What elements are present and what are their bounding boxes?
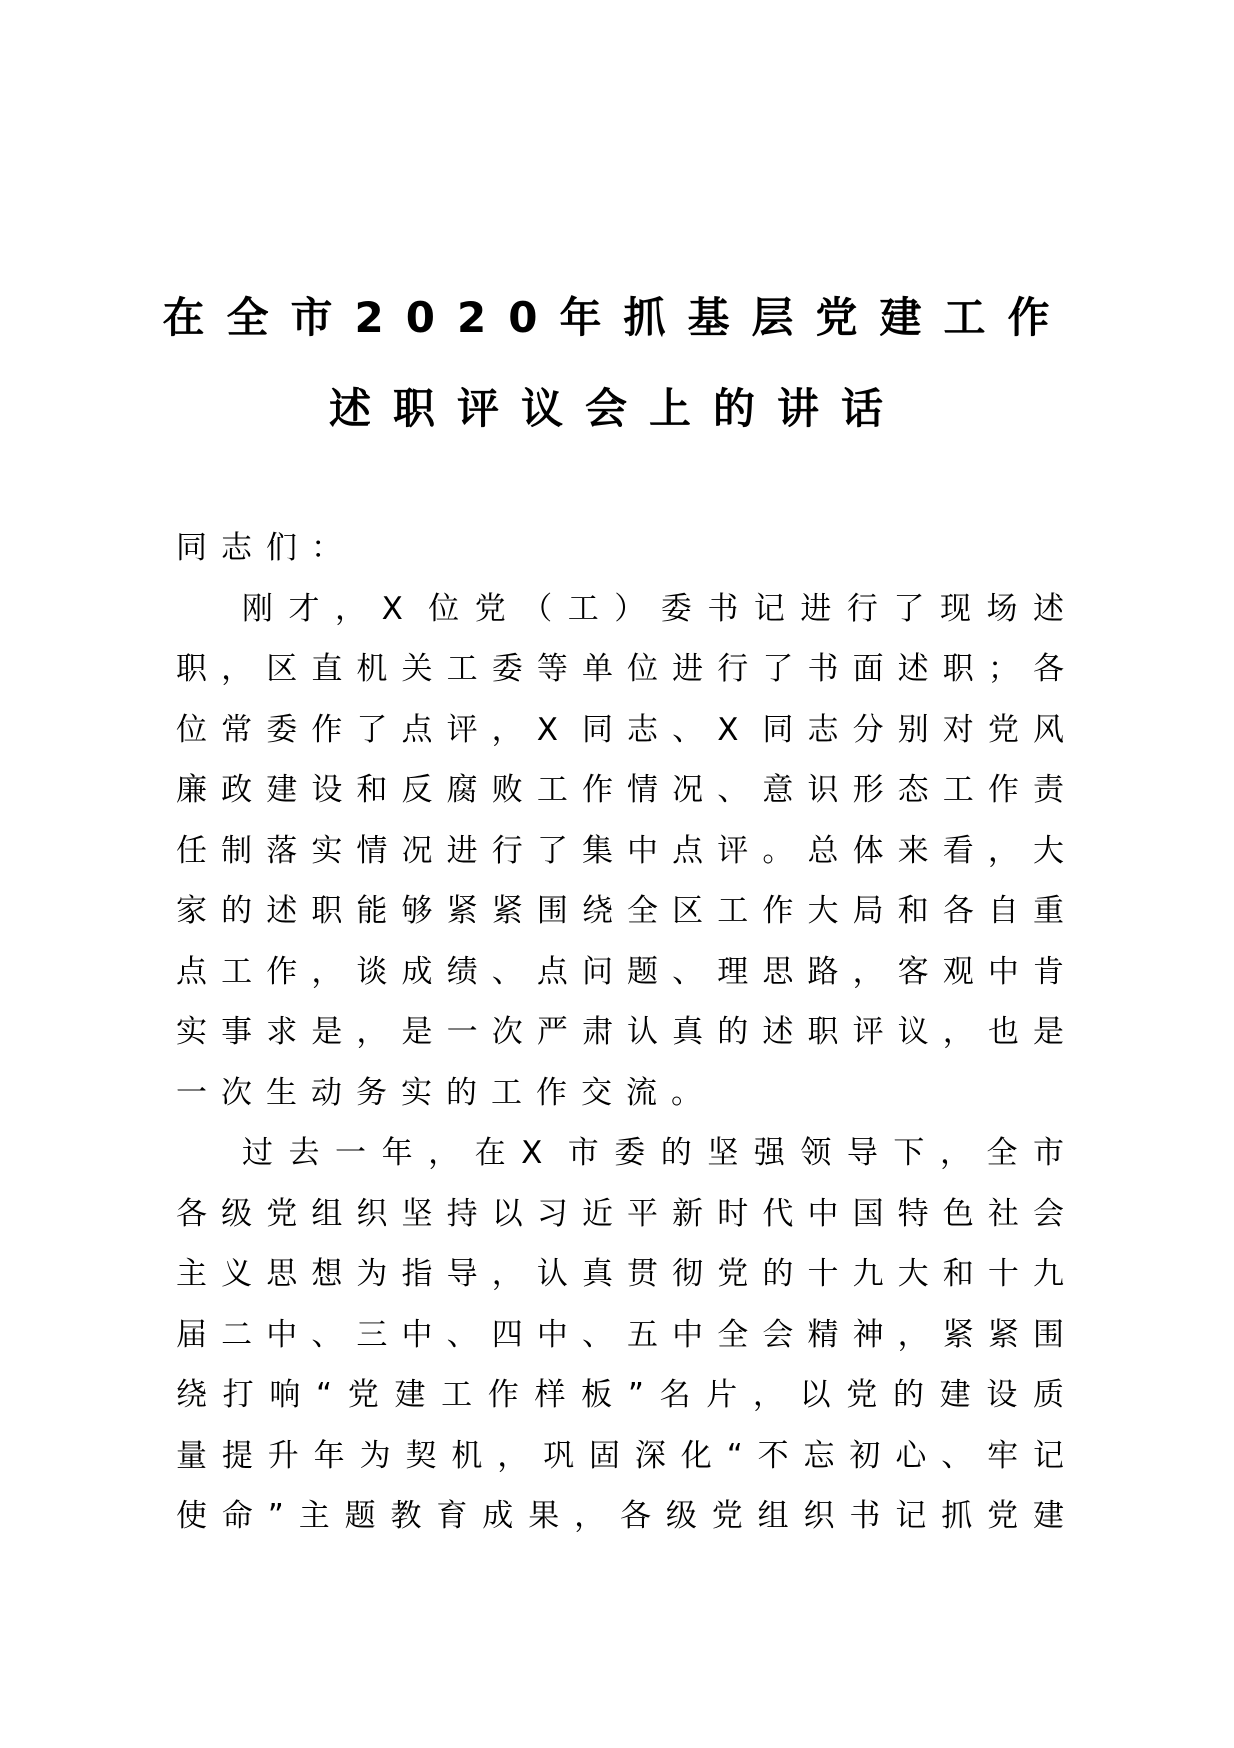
paragraph-1-line: 家的述职能够紧紧围绕全区工作大局和各自重 bbox=[176, 893, 1064, 929]
document-body bbox=[176, 518, 1064, 1547]
paragraph-2-line: 过去一年，在X 市委的坚强领导下，全市 bbox=[242, 1135, 1064, 1171]
paragraph-1-line: 职，区直机关工委等单位进行了书面述职；各 bbox=[176, 651, 1064, 687]
paragraph-2-line: 主义思想为指导，认真贯彻党的十九大和十九 bbox=[176, 1256, 1064, 1292]
paragraph-1-line: 位常委作了点评，X 同志、X 同志分别对党风 bbox=[176, 711, 1064, 748]
paragraph-1-line: 点工作，谈成绩、点问题、理思路，客观中肯 bbox=[176, 953, 1064, 990]
paragraph-1-line: 廉政建设和反腐败工作情况、意识形态工作责 bbox=[176, 772, 1064, 808]
document-title-line-1: 在全市2020年抓基层党建工作 bbox=[162, 293, 1072, 342]
paragraph-1-line: 一次生动务实的工作交流。 bbox=[176, 1074, 716, 1111]
salutation: 同志们： bbox=[176, 530, 356, 566]
paragraph-1-line: 实事求是，是一次严肃认真的述职评议，也是 bbox=[176, 1014, 1064, 1050]
paragraph-2-line: 使命”主题教育成果，各级党组织书记抓党建 bbox=[176, 1498, 1064, 1534]
document-title-line-2: 述职评议会上的讲话 bbox=[328, 384, 905, 433]
paragraph-2-line: 绕打响“党建工作样板”名片，以党的建设质 bbox=[176, 1377, 1064, 1413]
paragraph-2-line: 量提升年为契机，巩固深化“不忘初心、牢记 bbox=[176, 1437, 1064, 1474]
paragraph-2-line: 届二中、三中、四中、五中全会精神，紧紧围 bbox=[176, 1316, 1064, 1353]
paragraph-1-line: 任制落实情况进行了集中点评。总体来看，大 bbox=[176, 832, 1064, 869]
paragraph-2-line: 各级党组织坚持以习近平新时代中国特色社会 bbox=[176, 1195, 1064, 1232]
paragraph-1-line: 刚才，X 位党（工）委书记进行了现场述 bbox=[242, 590, 1064, 627]
